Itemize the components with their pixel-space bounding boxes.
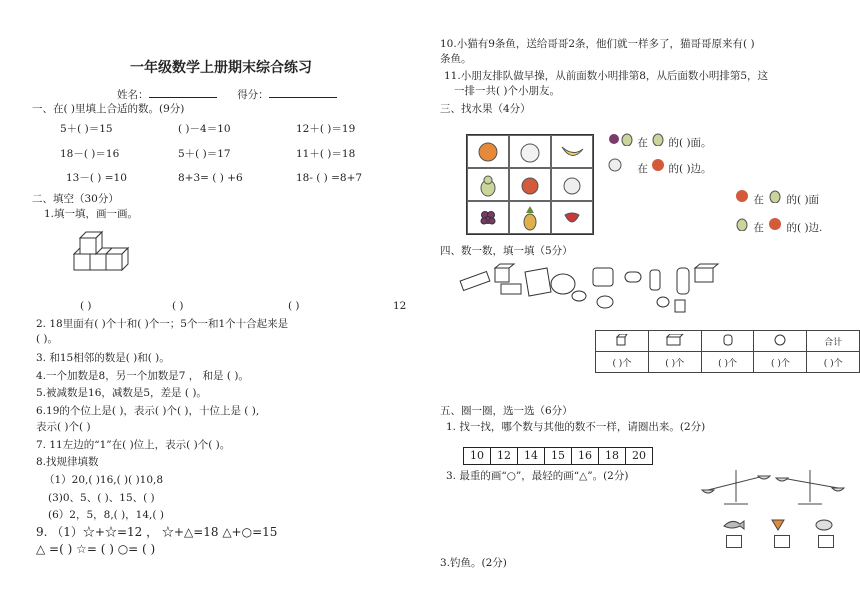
q1-answer: 12 [393, 300, 407, 312]
q11: 一排一共( )个小朋友。 [454, 85, 561, 97]
section2-heading: 二、填空（30分） [32, 193, 119, 205]
section5-heading: 五、圈一圈，选一选（6分） [440, 405, 573, 417]
section1-heading: 一、在( )里填上合适的数。(9分) [32, 103, 185, 115]
s2-q3: 3. 和15相邻的数是( )和( )。 [36, 352, 170, 364]
s2-q6: 表示( )个( ) [36, 421, 91, 433]
page-title: 一年级数学上册期末综合练习 [130, 60, 312, 76]
strawberry-icon [551, 201, 593, 234]
pear-icon [467, 168, 509, 201]
tomato-icon [734, 189, 750, 203]
cuboid-icon [648, 331, 701, 352]
number-cell[interactable]: 12 [491, 448, 518, 464]
s1-q: 18－( )＝16 [60, 148, 120, 160]
s2-q2: 2. 18里面有( )个十和( )个一；5个一和1个十合起来是 [36, 318, 289, 330]
s1-q: 18- ( ) =8+7 [296, 172, 363, 184]
banana-icon [551, 135, 593, 168]
peach-icon [551, 168, 593, 201]
s2-q9: 9. （1）☆+☆=12 ， ☆+△=18 △+○=15 [36, 525, 278, 539]
answer-box[interactable] [818, 535, 834, 548]
s1-q: ( )－4＝10 [178, 123, 231, 135]
name-field[interactable]: 姓名： 得分： [117, 87, 337, 102]
count-table [595, 330, 860, 373]
s2-q1: 1.填一填，画一画。 [44, 208, 139, 220]
balance-scales-figure [700, 462, 850, 510]
pear-icon [767, 189, 783, 203]
s1-q: 12＋( )＝19 [296, 123, 356, 135]
fruit-question-2: 在 的( )边。 [608, 158, 712, 176]
q11: 11.小朋友排队做早操，从前面数小明排第8，从后面数小明排第5，这 [444, 70, 769, 82]
answer-box[interactable] [726, 535, 742, 548]
tomato-icon [767, 217, 783, 231]
pear-icon [651, 132, 665, 146]
sphere-icon [754, 331, 807, 352]
number-row [463, 447, 653, 465]
s2-q5: 5.被减数是16，减数是5，差是 ( )。 [36, 387, 207, 399]
s2-q7: 7. 11左边的“1”在( )位上，表示( )个( )。 [36, 439, 231, 451]
s2-q8: （1）20,( )16,( )( )10,8 [44, 474, 164, 486]
q10: 10.小猫有9条鱼，送给哥哥2条，他们就一样多了，猫哥哥原来有( ) [440, 38, 755, 50]
fruit-grid [466, 134, 594, 235]
grape-icon [467, 201, 509, 234]
total-header: 合计 [807, 331, 860, 352]
number-cell[interactable]: 15 [545, 448, 572, 464]
cube-icon [596, 331, 649, 352]
orange-icon [467, 135, 509, 168]
fruit-question-4: 在 的( )边. [734, 217, 822, 235]
s1-q: 11＋( )＝18 [296, 148, 356, 160]
count-cell[interactable]: ( )个 [754, 352, 807, 373]
fruit-question-1: 在 的( )面。 [608, 132, 712, 150]
answer-box[interactable] [774, 535, 790, 548]
weighed-items-figure [722, 516, 842, 532]
s2-q8: 8.找规律填数 [36, 456, 99, 468]
cube-stack-figure [72, 230, 134, 276]
s2-q8: (3)0、5、( )、15、( ) [48, 492, 155, 504]
count-cell[interactable]: ( )个 [807, 352, 860, 373]
section4-heading: 四、数一数，填一填（5分） [440, 245, 573, 257]
s2-q4: 4.一个加数是8，另一个加数是7 ， 和是 ( )。 [36, 370, 249, 382]
s5-q1: 1. 找一找，哪个数与其他的数不一样，请圈出来。(2分) [446, 421, 706, 433]
s1-q: 5＋( )＝17 [178, 148, 231, 160]
s2-q8: (6）2，5，8,( )，14,( ) [48, 509, 164, 521]
s1-q: 8+3= ( ) +6 [178, 172, 243, 184]
count-cell[interactable]: ( )个 [701, 352, 754, 373]
s5-q3: 3. 最重的画“○”，最轻的画“△”。(2分) [446, 470, 629, 482]
number-cell[interactable]: 10 [464, 448, 491, 464]
cylinder-icon [701, 331, 754, 352]
fruit-question-3: 在 的( )面 [734, 189, 819, 207]
grape-pear-icon [608, 132, 634, 146]
number-cell[interactable]: 18 [599, 448, 626, 464]
q1-answer: ( ) [172, 300, 184, 312]
section3-heading: 三、找水果（4分） [440, 103, 531, 115]
s1-q: 13－( ) =10 [66, 172, 127, 184]
tomato-icon [509, 168, 551, 201]
apple-icon [509, 135, 551, 168]
q10: 条鱼。 [440, 53, 472, 65]
number-cell[interactable]: 14 [518, 448, 545, 464]
s1-q: 5＋( )＝15 [60, 123, 113, 135]
count-cell[interactable]: ( )个 [648, 352, 701, 373]
number-cell[interactable]: 20 [632, 449, 646, 462]
pear-icon [734, 217, 750, 231]
peach-icon [608, 158, 634, 172]
s5-fishing: 3.钓鱼。(2分) [440, 557, 507, 569]
solid-shapes-figure [455, 262, 725, 318]
count-cell[interactable]: ( )个 [596, 352, 649, 373]
q1-answer: ( ) [288, 300, 300, 312]
s2-q2: ( )。 [36, 333, 59, 345]
number-cell[interactable]: 16 [572, 448, 599, 464]
s2-q6: 6.19的个位上是( )，表示( )个( )，十位上是 ( ), [36, 405, 260, 417]
s2-q9: △ =( ) ☆= ( ) ○= ( ) [36, 542, 156, 556]
pineapple-icon [509, 201, 551, 234]
tomato-icon [651, 158, 665, 172]
q1-answer: ( ) [80, 300, 92, 312]
